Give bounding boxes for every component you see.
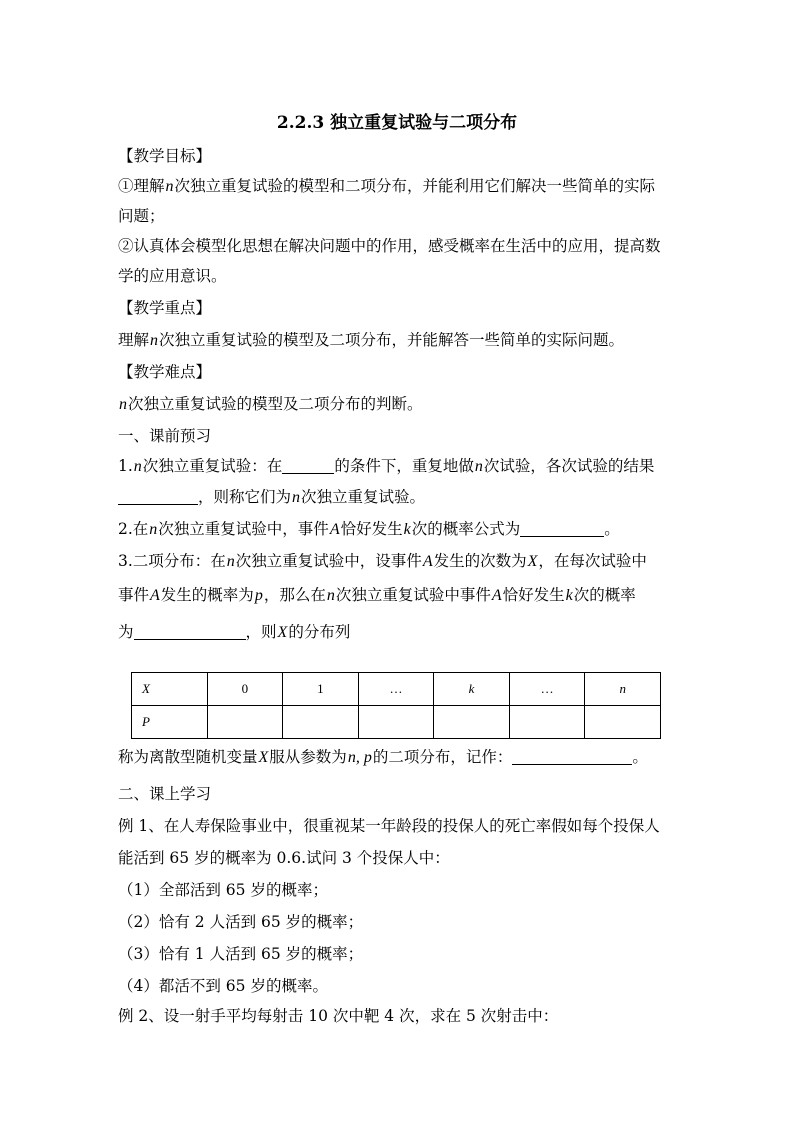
example-2-line-1: 例 2、设一射手平均每射击 10 次中靶 4 次，求在 5 次射击中： xyxy=(118,1007,559,1025)
example-1-line-1: 例 1、在人寿保险事业中，很重视某一年龄段的投保人的死亡率假如每个投保人 xyxy=(118,817,660,835)
table-cell: P xyxy=(132,706,208,739)
preview-question-3-cont2: 为 ，则X的分布列 xyxy=(118,623,351,641)
preview-question-1-cont: ，则称它们为n次独立重复试验。 xyxy=(118,487,425,508)
table-cell-empty[interactable] xyxy=(434,706,510,739)
example-1-question-1: （1）全部活到 65 岁的概率； xyxy=(118,881,328,899)
answer-blank[interactable] xyxy=(282,457,334,474)
answer-blank[interactable] xyxy=(520,520,604,537)
study-heading: 二、课上学习 xyxy=(118,785,212,803)
objective-item-2-cont: 学的应用意识。 xyxy=(118,267,227,285)
example-1-line-2: 能活到 65 岁的概率为 0.6.试问 3 个投保人中： xyxy=(118,849,450,867)
table-cell-empty[interactable] xyxy=(585,706,661,739)
preview-question-1: 1.n次独立重复试验：在 的条件下，重复地做n次试验，各次试验的结果 xyxy=(118,457,655,475)
table-cell: k xyxy=(434,673,510,706)
table-cell-empty[interactable] xyxy=(358,706,434,739)
example-1-question-3: （3）恰有 1 人活到 65 岁的概率； xyxy=(118,945,364,963)
table-cell-empty[interactable] xyxy=(283,706,359,739)
objective-item-1: ①理解n次独立重复试验的模型和二项分布，并能利用它们解决一些简单的实际 xyxy=(118,177,656,195)
table-cell: 0 xyxy=(207,673,283,706)
answer-blank[interactable] xyxy=(512,748,632,765)
answer-blank[interactable] xyxy=(134,623,246,640)
binomial-notation-line: 称为离散型随机变量X服从参数为n, p的二项分布，记作： 。 xyxy=(118,748,648,766)
objective-item-2: ②认真体会模型化思想在解决问题中的作用，感受概率在生活中的应用，提高数 xyxy=(118,237,661,255)
difficulties-heading: 【教学难点】 xyxy=(118,363,212,381)
answer-blank[interactable] xyxy=(118,488,198,505)
table-cell: … xyxy=(509,673,585,706)
table-cell-empty[interactable] xyxy=(509,706,585,739)
difficulties-text: n次独立重复试验的模型及二项分布的判断。 xyxy=(119,395,423,413)
page-title: 2.2.3 独立重复试验与二项分布 xyxy=(276,113,518,133)
preview-question-3: 3.二项分布：在n次独立重复试验中，设事件A发生的次数为X，在每次试验中 xyxy=(118,552,647,570)
example-1-question-4: （4）都活不到 65 岁的概率。 xyxy=(118,977,328,995)
distribution-table xyxy=(131,672,661,739)
table-row xyxy=(132,673,661,706)
key-points-text: 理解n次独立重复试验的模型及二项分布，并能解答一些简单的实际问题。 xyxy=(118,331,625,349)
preview-question-3-cont: 事件A发生的概率为p，那么在n次独立重复试验中事件A恰好发生k次的概率 xyxy=(118,586,636,604)
table-cell: X xyxy=(132,673,208,706)
preview-heading: 一、课前预习 xyxy=(118,427,212,445)
table-cell: 1 xyxy=(283,673,359,706)
table-row xyxy=(132,706,661,739)
objective-item-1-cont: 问题； xyxy=(118,207,165,225)
table-cell: … xyxy=(358,673,434,706)
preview-question-2: 2.在n次独立重复试验中，事件A恰好发生k次的概率公式为 。 xyxy=(118,520,620,538)
key-points-heading: 【教学重点】 xyxy=(118,299,212,317)
example-1-question-2: （2）恰有 2 人活到 65 岁的概率； xyxy=(118,913,364,931)
objectives-heading: 【教学目标】 xyxy=(118,147,212,165)
table-cell-empty[interactable] xyxy=(207,706,283,739)
table-cell: n xyxy=(585,673,661,706)
